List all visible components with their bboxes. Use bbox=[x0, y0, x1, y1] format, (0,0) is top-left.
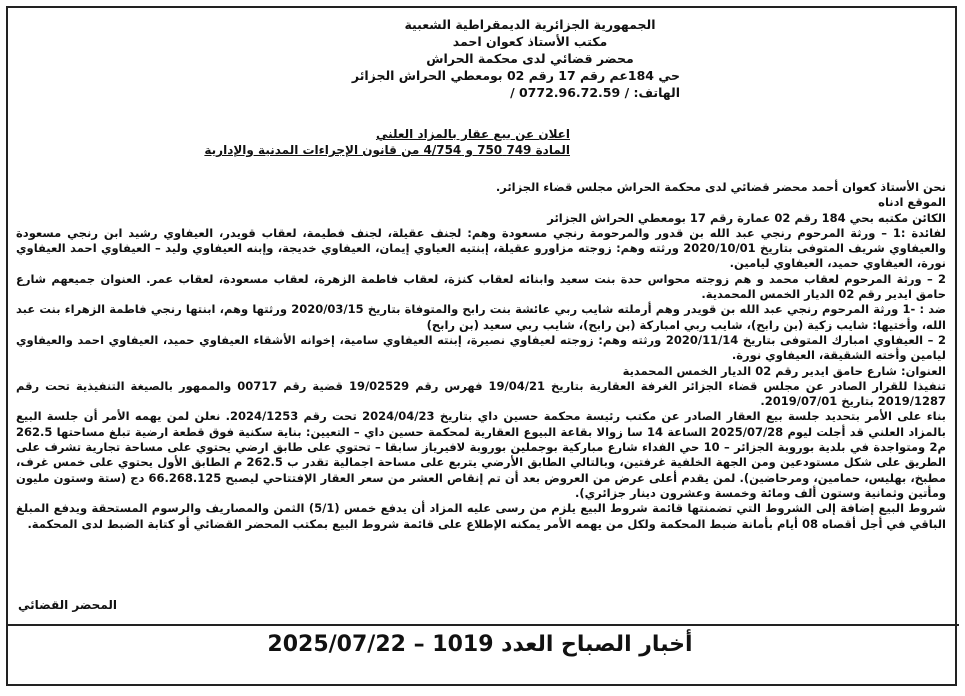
body-paragraph: بناء على الأمر بتحديد جلسة بيع العقار الصادر عن مكتب رئيسة محكمة حسين داي بتاريخ 2024/04/23 تحت رقم 2024/1253. نعلن لمن يهمه الأمر أن جلسة البيع بالمزاد العلني قد أجلت ليوم 2025/07/28 الساعة 14 سا زوالا بقاعة البيوع العقارية لمحكمة حسين داي – التعيين: بناية سكنية فوق قطعة ارضية تبلغ مساحتها 262.5 م2 ومتواجدة في بلدية بوروبة الجزائر – 10 حي الفداء شارع مباركية بوجملين بوروبة لافيرياز سابقا – تحتوي على طابق ارضي يحتوي على مساحة تجارية تشرف على الطريق على شكل مستودعين ومن الجهة الخلفية غرفتين، وبالتالي الطابق الأرضي يتربع على مساحة اجمالية تقدر ب 262.5 م الطابق الأول يحتوي على خمس غرف، مطبخ، بهليس، حمامين، ومرحاضين). لمن يقدم أعلى عرض من العروض بعد أن تم إنقاص العشر من سعر العقار الإفتتاحي ليصبح 66.268.125 دج (ستة وستون مليون ومأتين وثمانية وستون ألف ومائة وخمسة وعشرون دينار جزائري). bbox=[16, 409, 946, 500]
notice-subtitle: المادة 749 750 و 4/754 من قانون الإجراءات المدنية والإدارية bbox=[204, 143, 570, 157]
body-paragraph: نحن الأستاذ كعوان أحمد محضر قضائي لدى محكمة الحراش مجلس قضاء الجزائر. bbox=[495, 180, 946, 194]
header-phone: الهاتف: / 0772.96.72.59 / bbox=[510, 85, 680, 100]
body-paragraph: ضد : -1 ورثة المرحوم رنجي عبد الله بن قويدر وهم أرملته شايب ربي عائشة بنت رابح والمتوفاة بتاريخ 2020/03/15 ورثتها وهم، ابنتها رنجي فاطمة الزهراء بنت عبد الله، وأختيها: شايب زكية (بن رابح)، شايب ربي امباركة (بن رابح)، شايب ربي سعيد (بن رابح) bbox=[16, 302, 946, 332]
signature: المحضر القضائي bbox=[17, 598, 117, 612]
body-paragraph: العنوان: شارع حامق ايدير رقم 02 الديار الخمس المحمدية bbox=[622, 363, 946, 378]
notice-body bbox=[16, 180, 946, 532]
newspaper-footer: أخبار الصباح العدد 1019 – 2025/07/22 bbox=[267, 632, 693, 657]
header-republic: الجمهورية الجزائرية الديمقراطية الشعبية bbox=[404, 17, 656, 32]
body-paragraph: تنفيذا للقرار الصادر عن مجلس قضاء الجزائر الغرفة العقارية بتاريخ 19/04/21 فهرس رقم 19/02529 قضية رقم 00717 والممهور بالصيغة التنفيذية تحت رقم 2019/1287 بتاريخ 2019/07/01. bbox=[16, 378, 946, 409]
notice-heading bbox=[204, 126, 570, 158]
body-paragraph: الكائن مكتبه بحي 184 رقم 02 عمارة رقم 17 بومعطي الحراش الجزائر bbox=[547, 210, 946, 225]
body-paragraph: 2 – العيفاوي امبارك المتوفى بتاريخ 2020/11/14 ورثته وهم: زوجته لعيفاوي نصيرة، إبنته العيفاوي سامية، إخوانه الأشقاء العيفاوي حميد، العيفاوي احمد والعيفاوي ليامين وأخته الشقيقة، العيفاوي نورة. bbox=[16, 332, 946, 363]
body-paragraph: الموقع ادناه bbox=[878, 195, 946, 210]
header-address: حي 184عم رقم 17 رقم 02 بومعطي الحراش الجزائر bbox=[351, 68, 680, 83]
body-paragraph: لفائدة :1 – ورثة المرحوم رنجي عبد الله بن قدور والمرحومة رنجي مسعودة وهم: لجنف عقيلة، لجنف فطيمة، لعقاب قويدر، العيفاوي رشيد ابن رنجي مسعودة والعيفاوي شريف المتوفى بتاريخ 2020/10/01 ورثته وهم: زوجته مزاورو عقيلة، إبنتيه العياوي إيمان، العيفاوي خديجة، وإبنه العيفاوي وليد – العيفاوي احمد العيفاوي نورة، العيفاوي حميد، العيفاوي ليامين. bbox=[16, 225, 946, 271]
notice-title: اعلان عن بيع عقار بالمزاد العلني bbox=[375, 127, 570, 141]
body-paragraph: شروط البيع إضافة إلى الشروط التي تضمنتها قائمة شروط البيع يلزم من رسى عليه المزاد أن يدفع خمس (5/1) الثمن والمصاريف والرسوم المستحقة ويدفع المبلغ الباقي في أجل أقصاه 08 أيام بأمانة ضبط المحكمة ولكل من يهمه الأمر يمكنه الإطلاع على قائمة شروط البيع بمكتب المحضر القضائي أو كتابة الضبط لدى المحكمة. bbox=[16, 501, 946, 531]
header-title: محضر قضائي لدى محكمة الحراش bbox=[426, 51, 634, 66]
body-paragraph: 2 – ورثة المرحوم لعقاب محمد و هم زوجته محواس حدة بنت سعيد وابنائه لعقاب كنزة، لعقاب فاطمة الزهرة، لعقاب مسعودة، لعقاب عمر. العنوان جميعهم شارع حامق ايدير رقم 02 الديار الخمس المحمدية. bbox=[16, 271, 946, 302]
letterhead bbox=[351, 16, 680, 101]
header-office: مكتب الأستاذ كعوان احمد bbox=[452, 34, 608, 49]
footer-divider bbox=[6, 624, 959, 626]
